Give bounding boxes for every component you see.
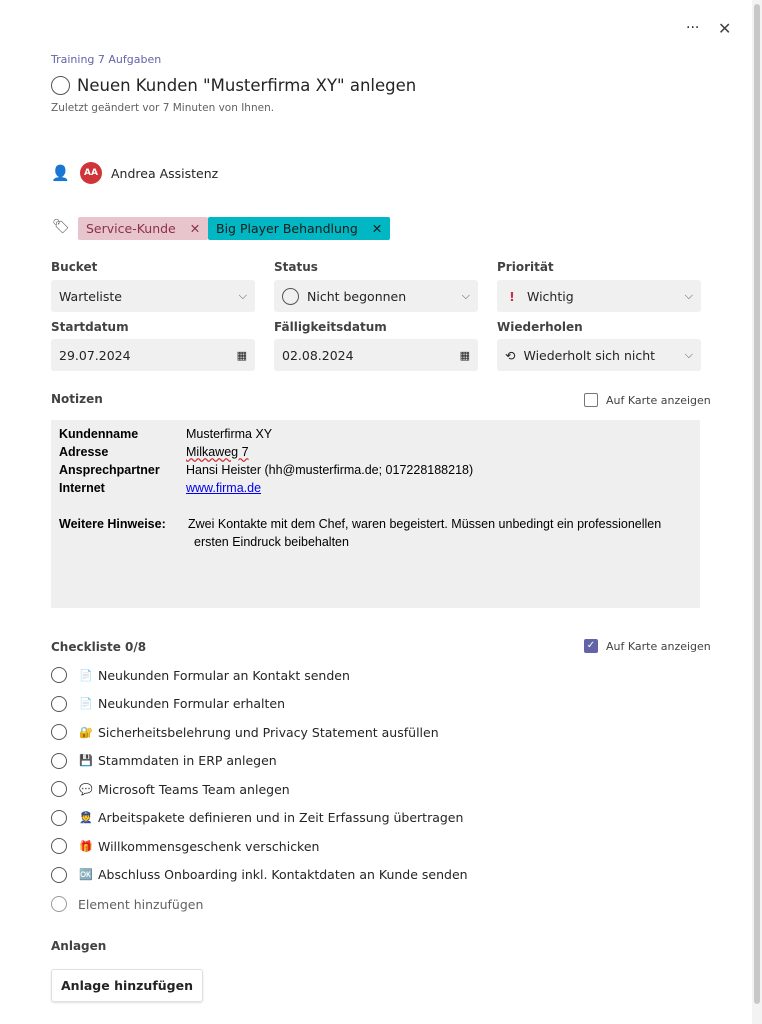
bucket-value: Warteliste (59, 288, 123, 304)
checklist-item-checkbox[interactable] (51, 867, 67, 883)
chevron-down-icon: ⌵ (461, 289, 470, 302)
calendar-icon[interactable]: ▦ (236, 348, 247, 362)
checklist-show-checkbox[interactable]: ✓ (584, 639, 598, 653)
remove-label-icon[interactable]: ✕ (189, 221, 201, 236)
checklist-emoji-icon: 👮 (79, 811, 93, 824)
status-dropdown[interactable] (274, 280, 478, 312)
priority-dropdown[interactable] (497, 280, 701, 312)
checklist-item-text[interactable]: Arbeitspakete definieren und in Zeit Erfassung übertragen (98, 810, 464, 825)
repeat-icon: ⟲ (505, 347, 516, 363)
chevron-down-icon: ⌵ (238, 289, 247, 302)
task-title-text[interactable]: Neuen Kunden "Musterfirma XY" anlegen (77, 76, 417, 95)
scrollbar-thumb[interactable] (754, 4, 760, 1004)
checklist-item-text[interactable]: Stammdaten in ERP anlegen (98, 753, 277, 768)
checklist-item-text[interactable]: Neukunden Formular an Kontakt senden (98, 667, 350, 683)
bucket-dropdown[interactable] (51, 280, 255, 312)
checklist-show-label: Auf Karte anzeigen (606, 639, 711, 653)
priority-important-icon: ! (509, 288, 515, 304)
checklist-item[interactable] (51, 836, 319, 856)
assignee-name: Andrea Assistenz (111, 166, 219, 181)
due-date-value: 02.08.2024 (282, 347, 354, 363)
attachments-label: Anlagen (51, 939, 107, 953)
start-date-label: Startdatum (51, 320, 129, 334)
checklist-item-checkbox[interactable] (51, 810, 67, 826)
add-item-label[interactable]: Element hinzufügen (78, 896, 204, 912)
note-value: Hansi Heister (hh@musterfirma.de; 017228188218) (186, 463, 474, 477)
status-circle-icon (282, 288, 299, 305)
note-key: Weitere Hinweise: (59, 517, 166, 531)
checklist-item-text[interactable]: Sicherheitsbelehrung und Privacy Statement ausfüllen (98, 724, 439, 740)
calendar-icon[interactable]: ▦ (459, 348, 470, 362)
checklist-item[interactable] (51, 751, 277, 771)
checklist-item-checkbox[interactable] (51, 781, 67, 797)
label-text: Big Player Behandlung (216, 221, 358, 236)
checklist-item[interactable] (51, 779, 290, 799)
bucket-label: Bucket (51, 260, 98, 274)
checklist-emoji-icon: 🔐 (79, 725, 93, 739)
checklist-item-checkbox[interactable] (51, 838, 67, 854)
checklist-item[interactable] (51, 808, 463, 828)
start-date-field[interactable] (51, 339, 255, 371)
status-value: Nicht begonnen (307, 288, 407, 304)
priority-label: Priorität (497, 260, 554, 274)
due-date-field[interactable] (274, 339, 478, 371)
checklist-item-text[interactable]: Neukunden Formular erhalten (98, 696, 286, 711)
checklist-emoji-icon: 💾 (79, 754, 93, 767)
note-key: Kundenname (59, 427, 139, 441)
checklist-item-text[interactable]: Abschluss Onboarding inkl. Kontaktdaten an Kunde senden (98, 867, 468, 882)
more-options-button[interactable]: ··· (686, 20, 700, 36)
checklist-emoji-icon: 🎁 (79, 839, 93, 853)
checklist-item-checkbox[interactable] (51, 724, 67, 740)
checklist-label: Checkliste 0/8 (51, 640, 147, 654)
checklist-item-text[interactable]: Willkommensgeschenk verschicken (98, 838, 320, 854)
tag-icon[interactable]: 🏷 (52, 219, 70, 235)
status-label: Status (274, 260, 318, 274)
website-link[interactable]: www.firma.de (186, 481, 262, 495)
checklist-item-text[interactable]: Microsoft Teams Team anlegen (98, 781, 290, 797)
notes-show-on-card[interactable] (584, 393, 711, 407)
due-date-label: Fälligkeitsdatum (274, 320, 387, 334)
complete-task-checkbox[interactable] (51, 76, 70, 95)
checklist-item-checkbox[interactable] (51, 753, 67, 769)
notes-show-label: Auf Karte anzeigen (606, 393, 711, 407)
label-big-player[interactable] (208, 217, 390, 240)
task-title (51, 76, 416, 95)
note-key: Internet (59, 481, 105, 495)
checklist-emoji-icon: 📄 (79, 668, 93, 682)
label-text: Service-Kunde (86, 221, 176, 236)
note-key: Adresse (59, 445, 109, 459)
avatar[interactable]: AA (80, 162, 102, 184)
add-item-circle-icon (51, 896, 67, 912)
checklist-emoji-icon: 💬 (79, 782, 93, 796)
add-attachment-button[interactable]: Anlage hinzufügen (51, 969, 203, 1002)
label-service-kunde[interactable] (78, 217, 208, 240)
scrollbar[interactable] (752, 0, 762, 1024)
add-checklist-item[interactable] (51, 894, 203, 914)
checklist-item[interactable] (51, 722, 439, 742)
chevron-down-icon: ⌵ (684, 348, 693, 361)
last-modified: Zuletzt geändert vor 7 Minuten von Ihnen. (51, 102, 275, 114)
repeat-label: Wiederholen (497, 320, 583, 334)
assign-user-icon[interactable]: 👤 (51, 164, 70, 182)
checklist-item-checkbox[interactable] (51, 696, 67, 712)
checklist-item[interactable] (51, 694, 285, 714)
notes-editor[interactable] (51, 420, 700, 608)
note-value: Zwei Kontakte mit dem Chef, waren begeistert. Müssen unbedingt ein professionellen (188, 517, 662, 531)
plan-name[interactable]: Training 7 Aufgaben (51, 53, 162, 66)
checklist-item[interactable] (51, 865, 468, 885)
notes-label: Notizen (51, 392, 103, 406)
checklist-emoji-icon: 🆗 (79, 868, 93, 881)
repeat-value: Wiederholt sich nicht (523, 347, 656, 363)
repeat-dropdown[interactable] (497, 339, 701, 371)
remove-label-icon[interactable]: ✕ (371, 221, 383, 236)
note-value: ersten Eindruck beibehalten (194, 535, 349, 549)
chevron-down-icon: ⌵ (684, 289, 693, 302)
note-value: Musterfirma XY (186, 427, 273, 441)
note-value: Milkaweg 7 (186, 445, 249, 459)
start-date-value: 29.07.2024 (59, 347, 131, 363)
checklist-show-on-card[interactable] (584, 639, 711, 653)
note-key: Ansprechpartner (59, 463, 160, 477)
priority-value: Wichtig (527, 288, 574, 304)
checklist-item[interactable] (51, 665, 350, 685)
checklist-emoji-icon: 📄 (79, 697, 93, 710)
notes-show-checkbox[interactable] (584, 393, 598, 407)
close-button[interactable]: ✕ (718, 19, 732, 38)
checklist-item-checkbox[interactable] (51, 667, 67, 683)
